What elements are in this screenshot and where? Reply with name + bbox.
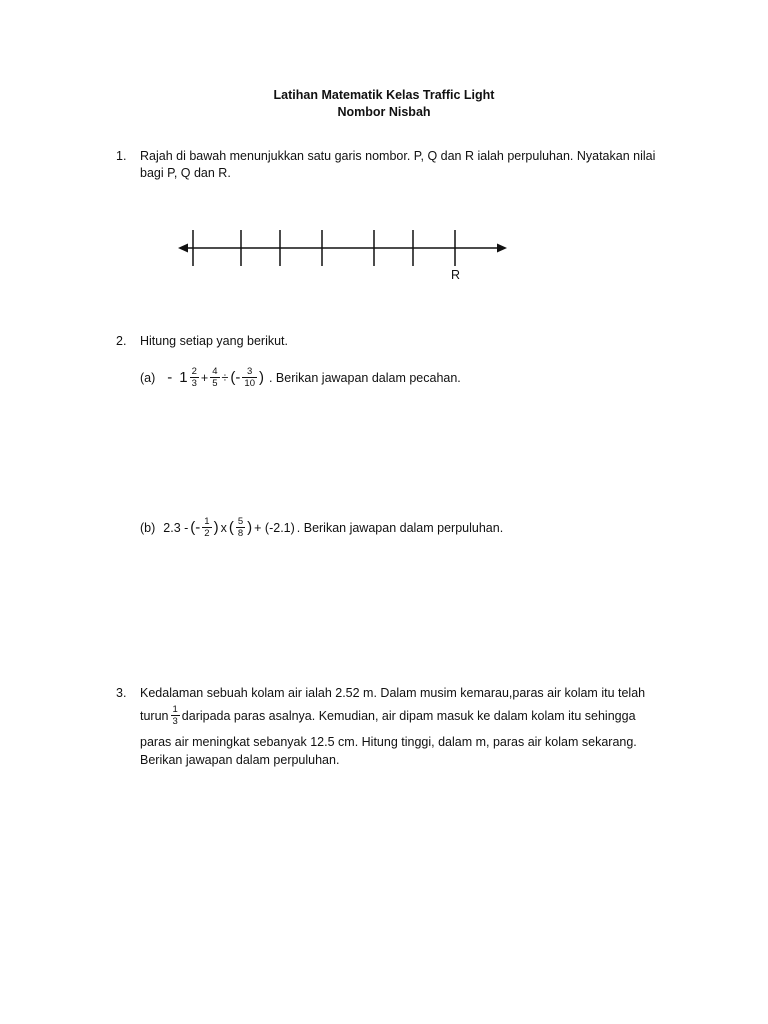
question-3-text-line4: Berikan jawapan dalam perpuluhan. xyxy=(140,753,340,767)
fraction-five-eighths: $\frac{5}{8}$ xyxy=(237,516,244,539)
left-arrow-icon xyxy=(178,244,188,253)
fraction-one-half: $\frac{1}{2}$ xyxy=(204,516,210,539)
worksheet-subtitle: Nombor Nisbah xyxy=(337,105,431,119)
expression-tail: + (-2.1) xyxy=(254,520,295,535)
question-2b-label: (b) xyxy=(140,520,156,535)
worksheet-title: Latihan Matematik Kelas Traffic Light xyxy=(273,88,495,102)
paren-open: (- xyxy=(190,519,201,536)
expression-lead: 2.3 - xyxy=(163,520,189,535)
paren-open: (- xyxy=(230,369,241,386)
question-3-text-line1: Kedalaman sebuah kolam air ialah 2.52 m. Dalam musim kemarau,paras air kolam itu telah xyxy=(140,686,646,700)
question-2b xyxy=(140,516,503,539)
right-arrow-icon xyxy=(497,244,507,253)
question-1-text-line1: Rajah di bawah menunjukkan satu garis nombor. P, Q dan R ialah perpuluhan. Nyatakan nilai xyxy=(140,149,656,163)
times-sign: x xyxy=(220,520,227,535)
question-2a-label: (a) xyxy=(140,370,156,385)
paren-open: ( xyxy=(228,519,234,536)
question-1-number: 1. xyxy=(116,149,127,163)
question-2-intro: Hitung setiap yang berikut. xyxy=(140,334,289,348)
number-line-diagram xyxy=(170,225,515,275)
question-3-text-line3: paras air meningkat sebanyak 12.5 cm. Hitung tinggi, dalam m, paras air kolam sekarang. xyxy=(140,735,637,749)
fraction-three-tenths: $\frac{3}{10}$ xyxy=(244,366,255,389)
minus-sign: - xyxy=(167,369,173,386)
question-1-text-line2: bagi P, Q dan R. xyxy=(140,166,231,180)
mixed-whole-number: 1 xyxy=(179,369,188,386)
question-2b-instruction: . Berikan jawapan dalam perpuluhan. xyxy=(296,520,504,535)
fraction-two-thirds: $\frac{2}{3}$ xyxy=(191,366,197,389)
divide-sign: ÷ xyxy=(221,370,229,385)
question-3-text-line2: turun $\frac{1}{3}$ daripada paras asalnya. Kemudian, air dipam masuk ke dalam kolam itu sehingga xyxy=(140,704,636,727)
question-2a xyxy=(140,366,461,389)
fraction-four-fifths: $\frac{4}{5}$ xyxy=(212,366,218,389)
question-3-number: 3. xyxy=(116,686,127,700)
paren-close: ) xyxy=(247,519,253,536)
paren-close: ) xyxy=(213,519,219,536)
question-2a-instruction: . Berikan jawapan dalam pecahan. xyxy=(268,370,461,385)
plus-sign: + xyxy=(200,370,209,385)
number-line-label-r: R xyxy=(451,268,461,282)
question-2-number: 2. xyxy=(116,334,127,348)
paren-close: ) xyxy=(258,369,264,386)
fraction-one-third: $\frac{1}{3}$ xyxy=(172,704,178,727)
